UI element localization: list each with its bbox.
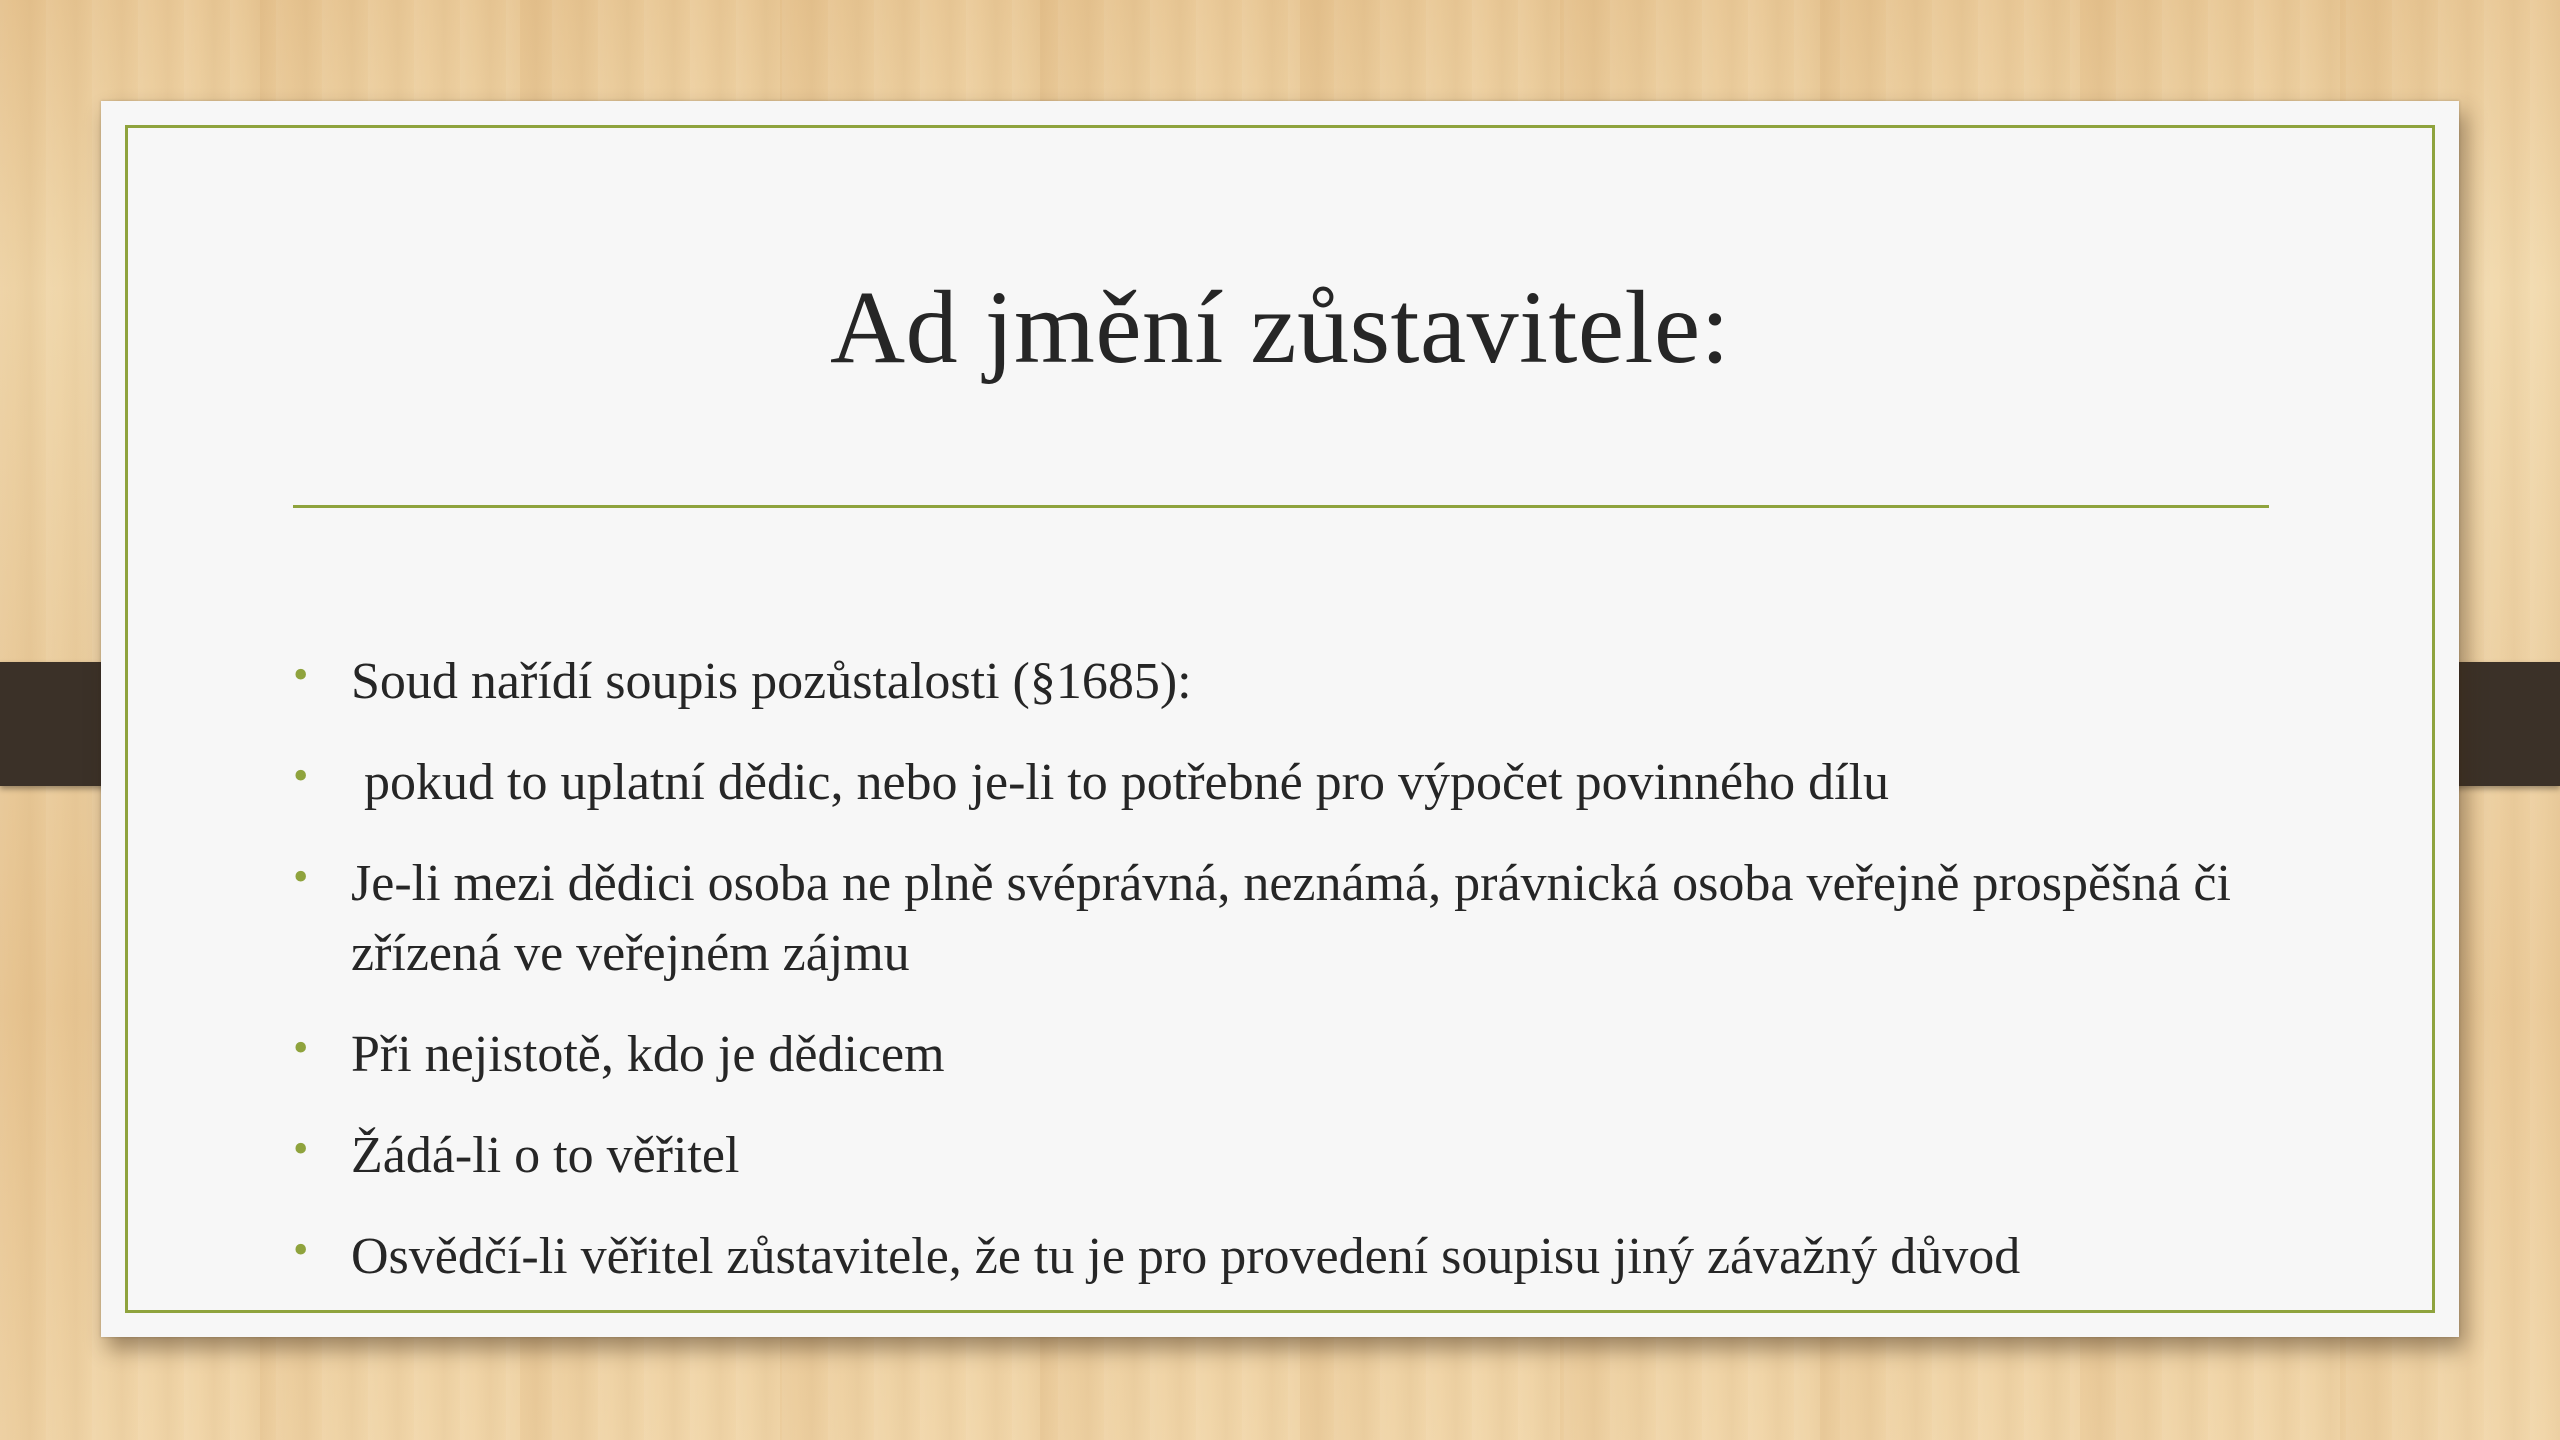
bullet-text: Soud nařídí soupis pozůstalosti (§1685): [351, 653, 1192, 710]
bullet-icon: • [293, 1023, 309, 1072]
bullet-icon: • [293, 1225, 309, 1274]
bullet-item [293, 1020, 2293, 1090]
bullet-text: Při nejistotě, kdo je dědicem [351, 1026, 945, 1083]
bullet-item [293, 1222, 2293, 1292]
bullet-icon: • [293, 852, 309, 901]
bullet-item [293, 849, 2281, 989]
bullet-item [293, 748, 2293, 818]
slide-title: Ad jmění zůstavitele: [829, 270, 1731, 385]
bullet-text: Je-li mezi dědici osoba ne plně svéprávná, neznámá, právnická osoba veřejně prospěšná či zřízená ve veřejném zájmu [351, 855, 2231, 982]
bullet-list [293, 647, 2293, 1323]
bullet-item [293, 1121, 2293, 1191]
bullet-text: Žádá-li o to věřitel [351, 1127, 740, 1184]
bullet-icon: • [293, 1124, 309, 1173]
bullet-text: pokud to uplatní dědic, nebo je-li to potřebné pro výpočet povinného dílu [351, 754, 1890, 811]
bullet-icon: • [293, 650, 309, 699]
title-divider [293, 505, 2269, 508]
slide [101, 101, 2459, 1337]
bullet-icon: • [293, 751, 309, 800]
bullet-text: Osvědčí-li věřitel zůstavitele, že tu je pro provedení soupisu jiný závažný důvod [351, 1228, 2021, 1285]
bullet-item [293, 647, 2293, 717]
